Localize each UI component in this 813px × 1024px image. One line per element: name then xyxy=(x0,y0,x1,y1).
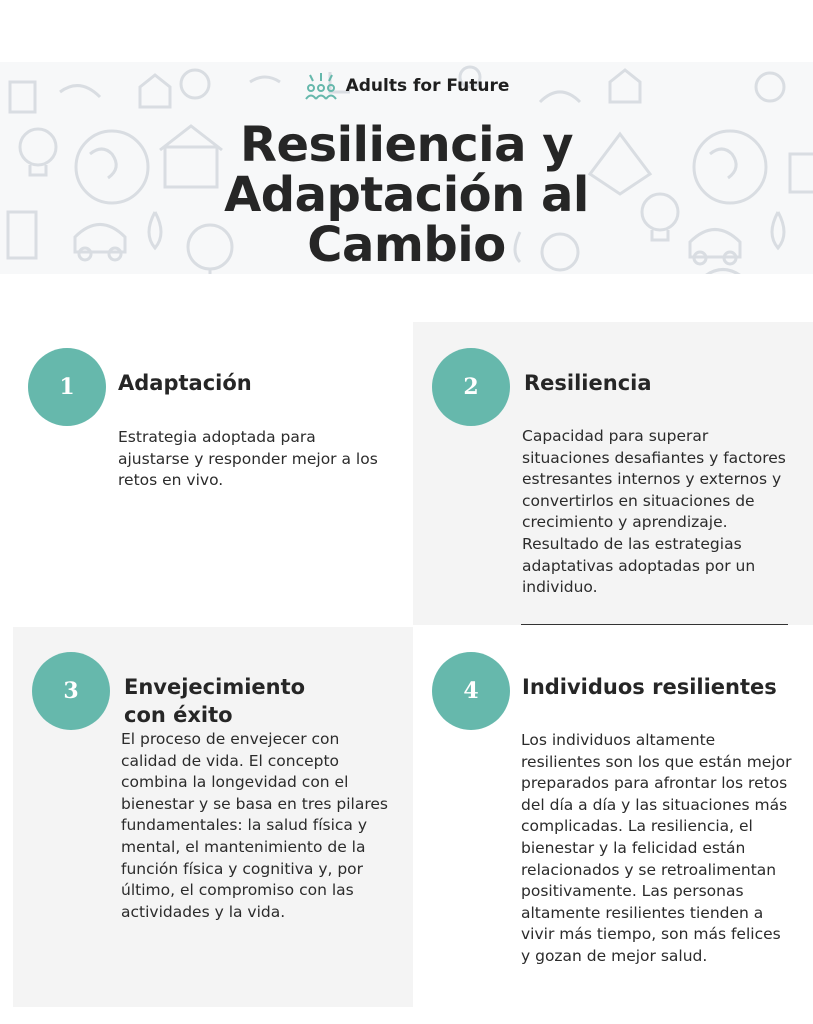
brand-name: Adults for Future xyxy=(345,76,510,96)
title-line: Adaptación al xyxy=(224,167,589,223)
section-3-number-badge: 3 xyxy=(32,652,110,730)
section-3-body: El proceso de envejecer con calidad de vida. El concepto combina la longevidad con el bienestar y se basa en tres pilares fundamentales: la salud física y mental, el mantenimiento de la función física y cognitiva y, por último, el compromiso con las actividades y la vida. xyxy=(121,730,388,921)
section-2-body: Capacidad para superar situaciones desafiantes y factores estresantes internos y externos y convertirlos en situaciones de crecimiento y aprendizaje. Resultado de las estrategias adaptativas adoptadas por un individuo. xyxy=(522,427,786,597)
section-1-body: Estrategia adoptada para ajustarse y responder mejor a los retos en vivo. xyxy=(118,428,378,490)
divider xyxy=(521,624,788,625)
people-leaf-icon xyxy=(304,72,338,100)
title-line: Cambio xyxy=(307,217,506,273)
brand-logo xyxy=(0,72,813,100)
section-4-number-badge: 4 xyxy=(432,652,510,730)
section-2-title: Resiliencia xyxy=(524,371,652,395)
section-1-number-badge: 1 xyxy=(28,348,106,426)
section-2-number-badge: 2 xyxy=(432,348,510,426)
section-4-title: Individuos resilientes xyxy=(522,675,777,699)
section-4-body: Los individuos altamente resilientes son los que están mejor preparados para afrontar los retos del día a día y las situaciones más complicadas. La resiliencia, el bienestar y la felicidad están relacionados y se retroalimentan positivamente. Las personas altamente resilientes tienden a vivir más tiempo, son más felices y gozan de mejor salud. xyxy=(521,731,792,965)
section-1-title: Adaptación xyxy=(118,371,252,395)
title-line: Resiliencia y xyxy=(240,117,573,173)
page-title xyxy=(0,117,813,273)
section-3-title: Envejecimiento con éxito xyxy=(124,675,306,727)
